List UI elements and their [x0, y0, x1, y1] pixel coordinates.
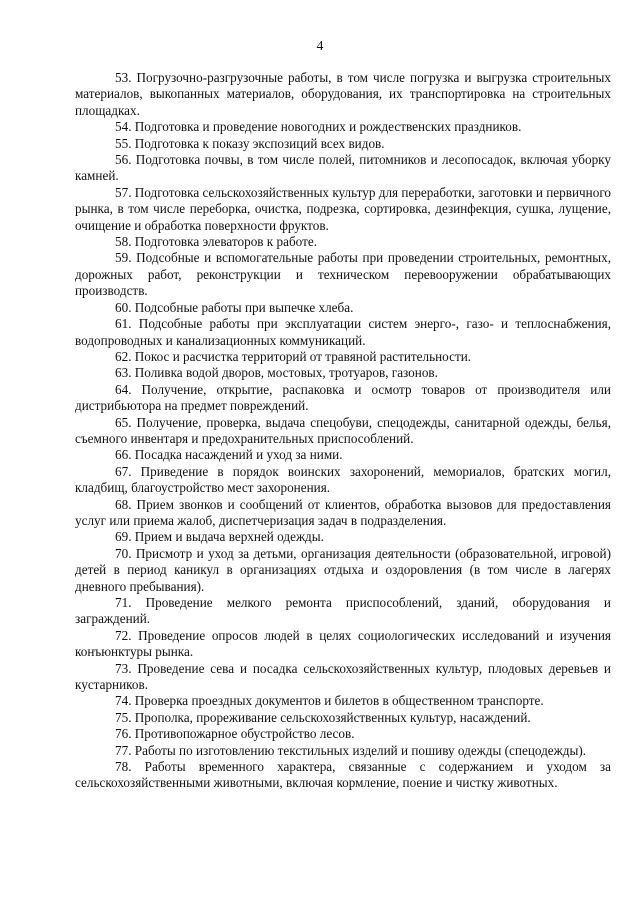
list-item: 55. Подготовка к показу экспозиций всех видов. [115, 135, 385, 151]
list-item: 54. Подготовка и проведение новогодних и рождественских праздников. [115, 119, 522, 135]
list-item: 64. Получение, открытие, распаковка и осмотр товаров от производителя или дистрибьютора на предмет повреждений. [75, 381, 611, 414]
page-number: 4 [316, 38, 324, 53]
list-item: 58. Подготовка элеваторов к работе. [115, 234, 318, 250]
list-item: 71. Проведение мелкого ремонта приспособлений, зданий, оборудования и заграждений. [75, 595, 611, 627]
list-item: 56. Подготовка почвы, в том числе полей, питомников и лесопосадок, включая уборку камней. [75, 152, 611, 184]
list-item: 73. Проведение сева и посадка сельскохозяйственных культур, плодовых деревьев и кустарников. [75, 660, 611, 693]
list-item: 61. Подсобные работы при эксплуатации систем энерго-, газо- и теплоснабжения, водопроводных и канализационных коммуникаций. [75, 316, 611, 348]
list-item: 53. Погрузочно-разгрузочные работы, в том числе погрузка и выгрузка строительных материалов, выкопанных материалов, оборудования, их транспортировка на строительных площадках. [75, 70, 611, 118]
list-item: 77. Работы по изготовлению текстильных изделий и пошиву одежды (спецодежды). [115, 742, 587, 758]
list-item: 68. Прием звонков и сообщений от клиентов, обработка вызовов для предоставления услуг или приема жалоб, диспетчеризация задач в подразделения. [75, 496, 611, 528]
list-item: 65. Получение, проверка, выдача спецобуви, спецодежды, санитарной одежды, белья, съемного инвентаря и предохранительных приспособлений. [75, 414, 611, 446]
list-item: 75. Прополка, прореживание сельскохозяйственных культур, насаждений. [115, 709, 531, 725]
list-item: 60. Подсобные работы при выпечке хлеба. [115, 299, 354, 315]
list-item: 62. Покос и расчистка территорий от травяной растительности. [115, 348, 472, 364]
list-item: 57. Подготовка сельскохозяйственных культур для переработки, заготовки и первичного рынка, в том числе переборка, очистка, подрезка, сортировка, дезинфекция, сушка, лущение, очищение и обработка поверхности фруктов. [75, 184, 611, 233]
list-item: 76. Противопожарное обустройство лесов. [115, 726, 355, 742]
list-item: 74. Проверка проездных документов и билетов в общественном транспорте. [115, 693, 544, 709]
list-item: 70. Присмотр и уход за детьми, организация деятельности (образовательной, игровой) детей в период каникул в организациях отдыха и оздоровления (в том числе в лагерях дневного пребывания). [75, 545, 611, 594]
list-item: 72. Проведение опросов людей в целях социологических исследований и изучения конъюнктуры рынка. [75, 627, 611, 660]
document-body [75, 70, 611, 792]
list-item: 78. Работы временного характера, связанные с содержанием и уходом за сельскохозяйственными животными, включая кормление, поение и чистку животных. [75, 759, 611, 791]
list-item: 59. Подсобные и вспомогательные работы при проведении строительных, ремонтных, дорожных работ, реконструкции и техническом перевооружении обрабатывающих производств. [75, 250, 611, 299]
list-item: 67. Приведение в порядок воинских захоронений, мемориалов, братских могил, кладбищ, благоустройство мест захоронения. [75, 463, 611, 496]
list-item: 63. Поливка водой дворов, мостовых, тротуаров, газонов. [115, 365, 438, 381]
list-item: 66. Посадка насаждений и уход за ними. [115, 447, 343, 463]
list-item: 69. Прием и выдача верхней одежды. [115, 529, 324, 545]
